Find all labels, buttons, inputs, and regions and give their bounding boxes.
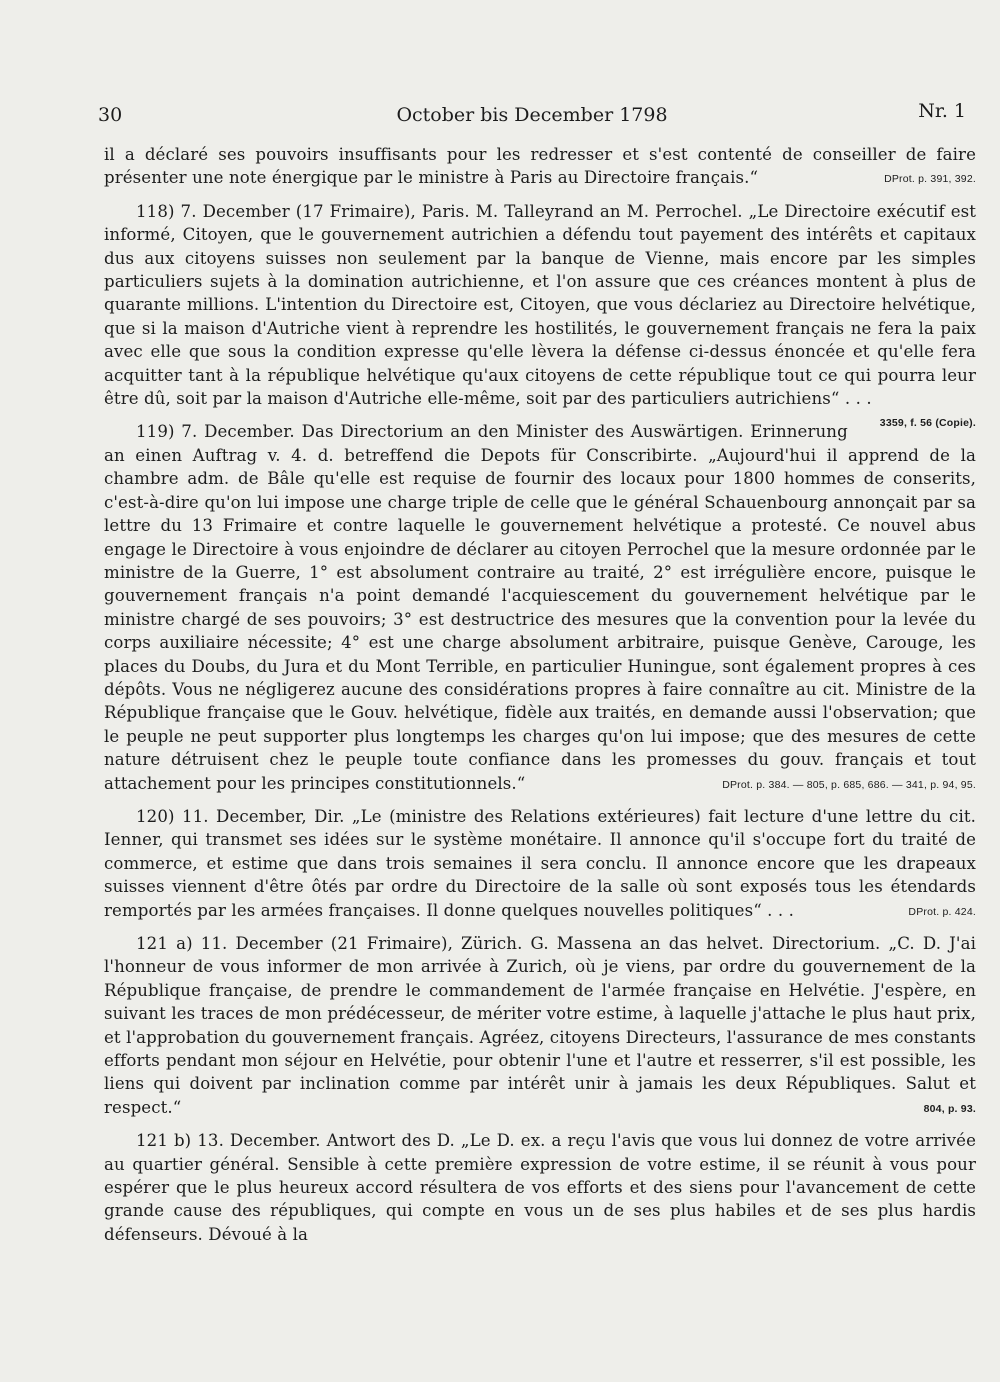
source-reference: DProt. p. 424. <box>908 905 976 918</box>
page-header <box>98 100 966 134</box>
source-reference: DProt. p. 391, 392. <box>884 173 976 186</box>
body-text <box>104 143 976 1256</box>
entry-118 <box>104 200 976 430</box>
paragraph-text: il a déclaré ses pouvoirs insuffisants pour les redresser et s'est contenté de conseiller de faire présenter une note énergique par le ministre à Paris au Directoire français.“ <box>104 145 976 188</box>
source-reference: 3359, f. 56 (Copie). <box>879 417 976 430</box>
page-number: 30 <box>98 104 123 126</box>
entry-121b <box>104 1129 976 1246</box>
document-number: Nr. 1 <box>918 100 966 122</box>
entry-119 <box>104 420 976 795</box>
paragraph-text: 118) 7. December (17 Frimaire), Paris. M. Talleyrand an M. Perrochel. „Le Directoire exécutif est informé, Citoyen, que le gouvernement autrichien a défendu tout payement des intérêts et capitaux dus aux citoyens suisses non seulement par la banque de Vienne, mais encore par les simples particuliers sujets à la domination autrichienne, et l'on assure que ces créances montent à plus de quarante millions. L'intention du Directoire est, Citoyen, que vous déclariez au Directoire helvétique, que si la maison d'Autriche vient à reprendre les hostilités, le gouvernement français ne fera la paix avec elle que sous la condition expresse qu'elle lèvera la défense ci-dessus énoncée et qu'elle fera acquitter tant à la république helvétique qu'aux citoyens de cette république tout ce qui pourra leur être dû, soit par la maison d'Autriche elle-même, soit par des particuliers autrichiens“ . . . <box>104 201 976 409</box>
paragraph-text: 121 b) 13. December. Antwort des D. „Le D. ex. a reçu l'avis que vous lui donnez de votre arrivée au quartier général. Sensible à cette première expression de votre estime, il se réunit à vous pour espérer que le plus heureux accord résultera de vos efforts et des siens pour l'avancement de cette grande cause des républiques, qui compte en vous un de ses plus habiles et de ses plus hardis défenseurs. Dévoué à la <box>104 1131 976 1244</box>
running-title: October bis December 1798 <box>396 104 668 126</box>
entry-121a <box>104 932 976 1119</box>
paragraph-text: 121 a) 11. December (21 Frimaire), Zürich. G. Massena an das helvet. Directorium. „C. D. J'ai l'honneur de vous informer de mon arrivée à Zurich, où je viens, par ordre du gouvernement de la République française, de prendre le commandement de l'armée française en Helvétie. J'espère, en suivant les traces de mon prédécesseur, de mériter votre estime, à laquelle j'attache le plus haut prix, et l'approbation du gouvernement français. Agréez, citoyens Directeurs, l'assurance de mes constants efforts pendant mon séjour en Helvétie, pour obtenir l'une et l'autre et resserrer, s'il est possible, les liens qui doivent par inclination comme par intérêt unir à jamais les deux Républiques. Salut et respect.“ <box>104 934 976 1117</box>
paragraph-continuation <box>104 143 976 190</box>
source-reference: 804, p. 93. <box>923 1102 976 1115</box>
source-reference: DProt. p. 384. — 805, p. 685, 686. — 341, p. 94, 95. <box>722 778 976 791</box>
paragraph-text: 120) 11. December, Dir. „Le (ministre des Relations extérieures) fait lecture d'une lettre du cit. Ienner, qui transmet ses idées sur le système monétaire. Il annonce qu'il s'occupe fort du traité de commerce, et estime que dans trois semaines il sera conclu. Il annonce encore que les drapeaux suisses viennent d'être ôtés par ordre du Directoire de la salle où sont exposés tous les étendards remportés par les armées françaises. Il donne quelques nouvelles politiques“ . . . <box>104 806 976 920</box>
entry-120 <box>104 805 976 922</box>
paragraph-text: 119) 7. December. Das Directorium an den Minister des Auswärtigen. Erinnerung an einen Auftrag v. 4. d. betreffend die Depots für Conscribirte. „Aujourd'hui il apprend de la chambre adm. de Bâle qu'elle est requise de fournir des locaux pour 1800 hommes de conserits, c'est-à-dire qu'on lui impose une charge triple de celle que le général Schauenbourg annonçait par sa lettre du 13 Frimaire et contre laquelle le gouvernement helvétique a protesté. Ce nouvel abus engage le Directoire à vous enjoindre de déclarer au citoyen Perrochel que la mesure ordonnée par le ministre de la Guerre, 1° est absolument contraire au traité, 2° est irrégulière encore, puisque le gouvernement français n'a point demandé l'acquiescement du gouvernement helvétique par le ministre chargé de ses pouvoirs; 3° est destructrice des mesures que la convention pour la levée du corps auxiliaire nécessite; 4° est une charge absolument arbitraire, puisque Genève, Carouge, les places du Doubs, du Jura et du Mont Terrible, en particulier Huningue, sont également propres à ces dépôts. Vous ne négligerez aucune des considérations propres à faire connaître au cit. Ministre de la République française que le Gouv. helvétique, fidèle aux traités, en demande aussi l'observation; que le peuple ne peut supporter plus longtemps les charges qu'on lui impose; que des mesures de cette nature détruisent chez le peuple toute confiance dans les promesses du gouv. français et tout attachement pour les principes constitutionnels.“ <box>104 422 976 793</box>
